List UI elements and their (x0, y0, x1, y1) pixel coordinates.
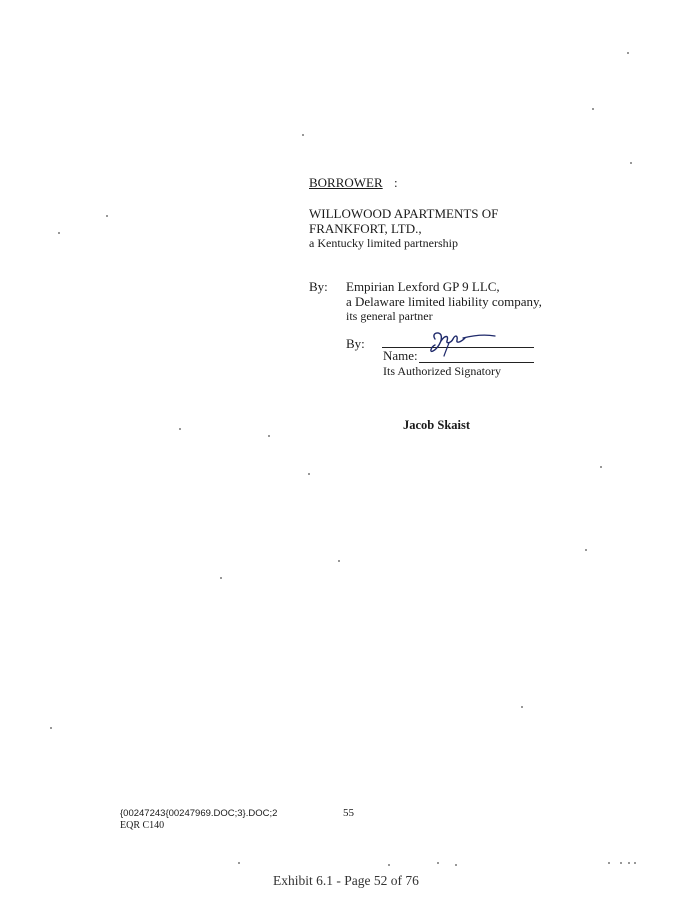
by-label-signatory: By: (346, 336, 365, 351)
scan-speck (630, 162, 632, 164)
scan-speck (308, 473, 310, 475)
name-line (419, 362, 534, 363)
scan-speck (58, 232, 60, 234)
scan-speck (620, 862, 622, 864)
scan-speck (628, 862, 630, 864)
signatory-title: Its Authorized Signatory (383, 364, 501, 378)
scan-speck (338, 560, 340, 562)
scan-speck (627, 52, 629, 54)
by-label-partner: By: (309, 279, 328, 294)
scan-speck (592, 108, 594, 110)
scan-speck (268, 435, 270, 437)
general-partner-name: Empirian Lexford GP 9 LLC, (346, 279, 500, 294)
scan-speck (220, 577, 222, 579)
printed-name: Jacob Skaist (403, 418, 471, 432)
scan-speck (600, 466, 602, 468)
general-partner-role: its general partner (346, 309, 433, 323)
document-code: {00247243{00247969.DOC;3}.DOC;2 (120, 808, 278, 819)
scan-speck (634, 862, 636, 864)
document-code-2: EQR C140 (120, 820, 165, 831)
general-partner-type: a Delaware limited liability company, (346, 294, 542, 309)
scan-speck (302, 134, 304, 136)
name-label: Name: (383, 348, 418, 363)
entity-name-line2: FRANKFORT, LTD., (309, 221, 422, 236)
entity-name-line1: WILLOWOOD APARTMENTS OF (309, 206, 499, 221)
scan-speck (388, 864, 390, 866)
scan-speck (179, 428, 181, 430)
borrower-heading: BORROWER (309, 175, 383, 190)
handwritten-signature (425, 327, 500, 357)
scan-speck (455, 864, 457, 866)
scan-speck (521, 706, 523, 708)
borrower-heading-colon: : (394, 175, 398, 190)
scan-speck (238, 862, 240, 864)
scan-speck (50, 727, 52, 729)
scan-speck (106, 215, 108, 217)
scan-speck (437, 862, 439, 864)
scan-speck (608, 862, 610, 864)
scan-speck (585, 549, 587, 551)
exhibit-page-label: Exhibit 6.1 - Page 52 of 76 (273, 873, 419, 888)
page-number: 55 (343, 807, 354, 819)
entity-type: a Kentucky limited partnership (309, 236, 458, 250)
